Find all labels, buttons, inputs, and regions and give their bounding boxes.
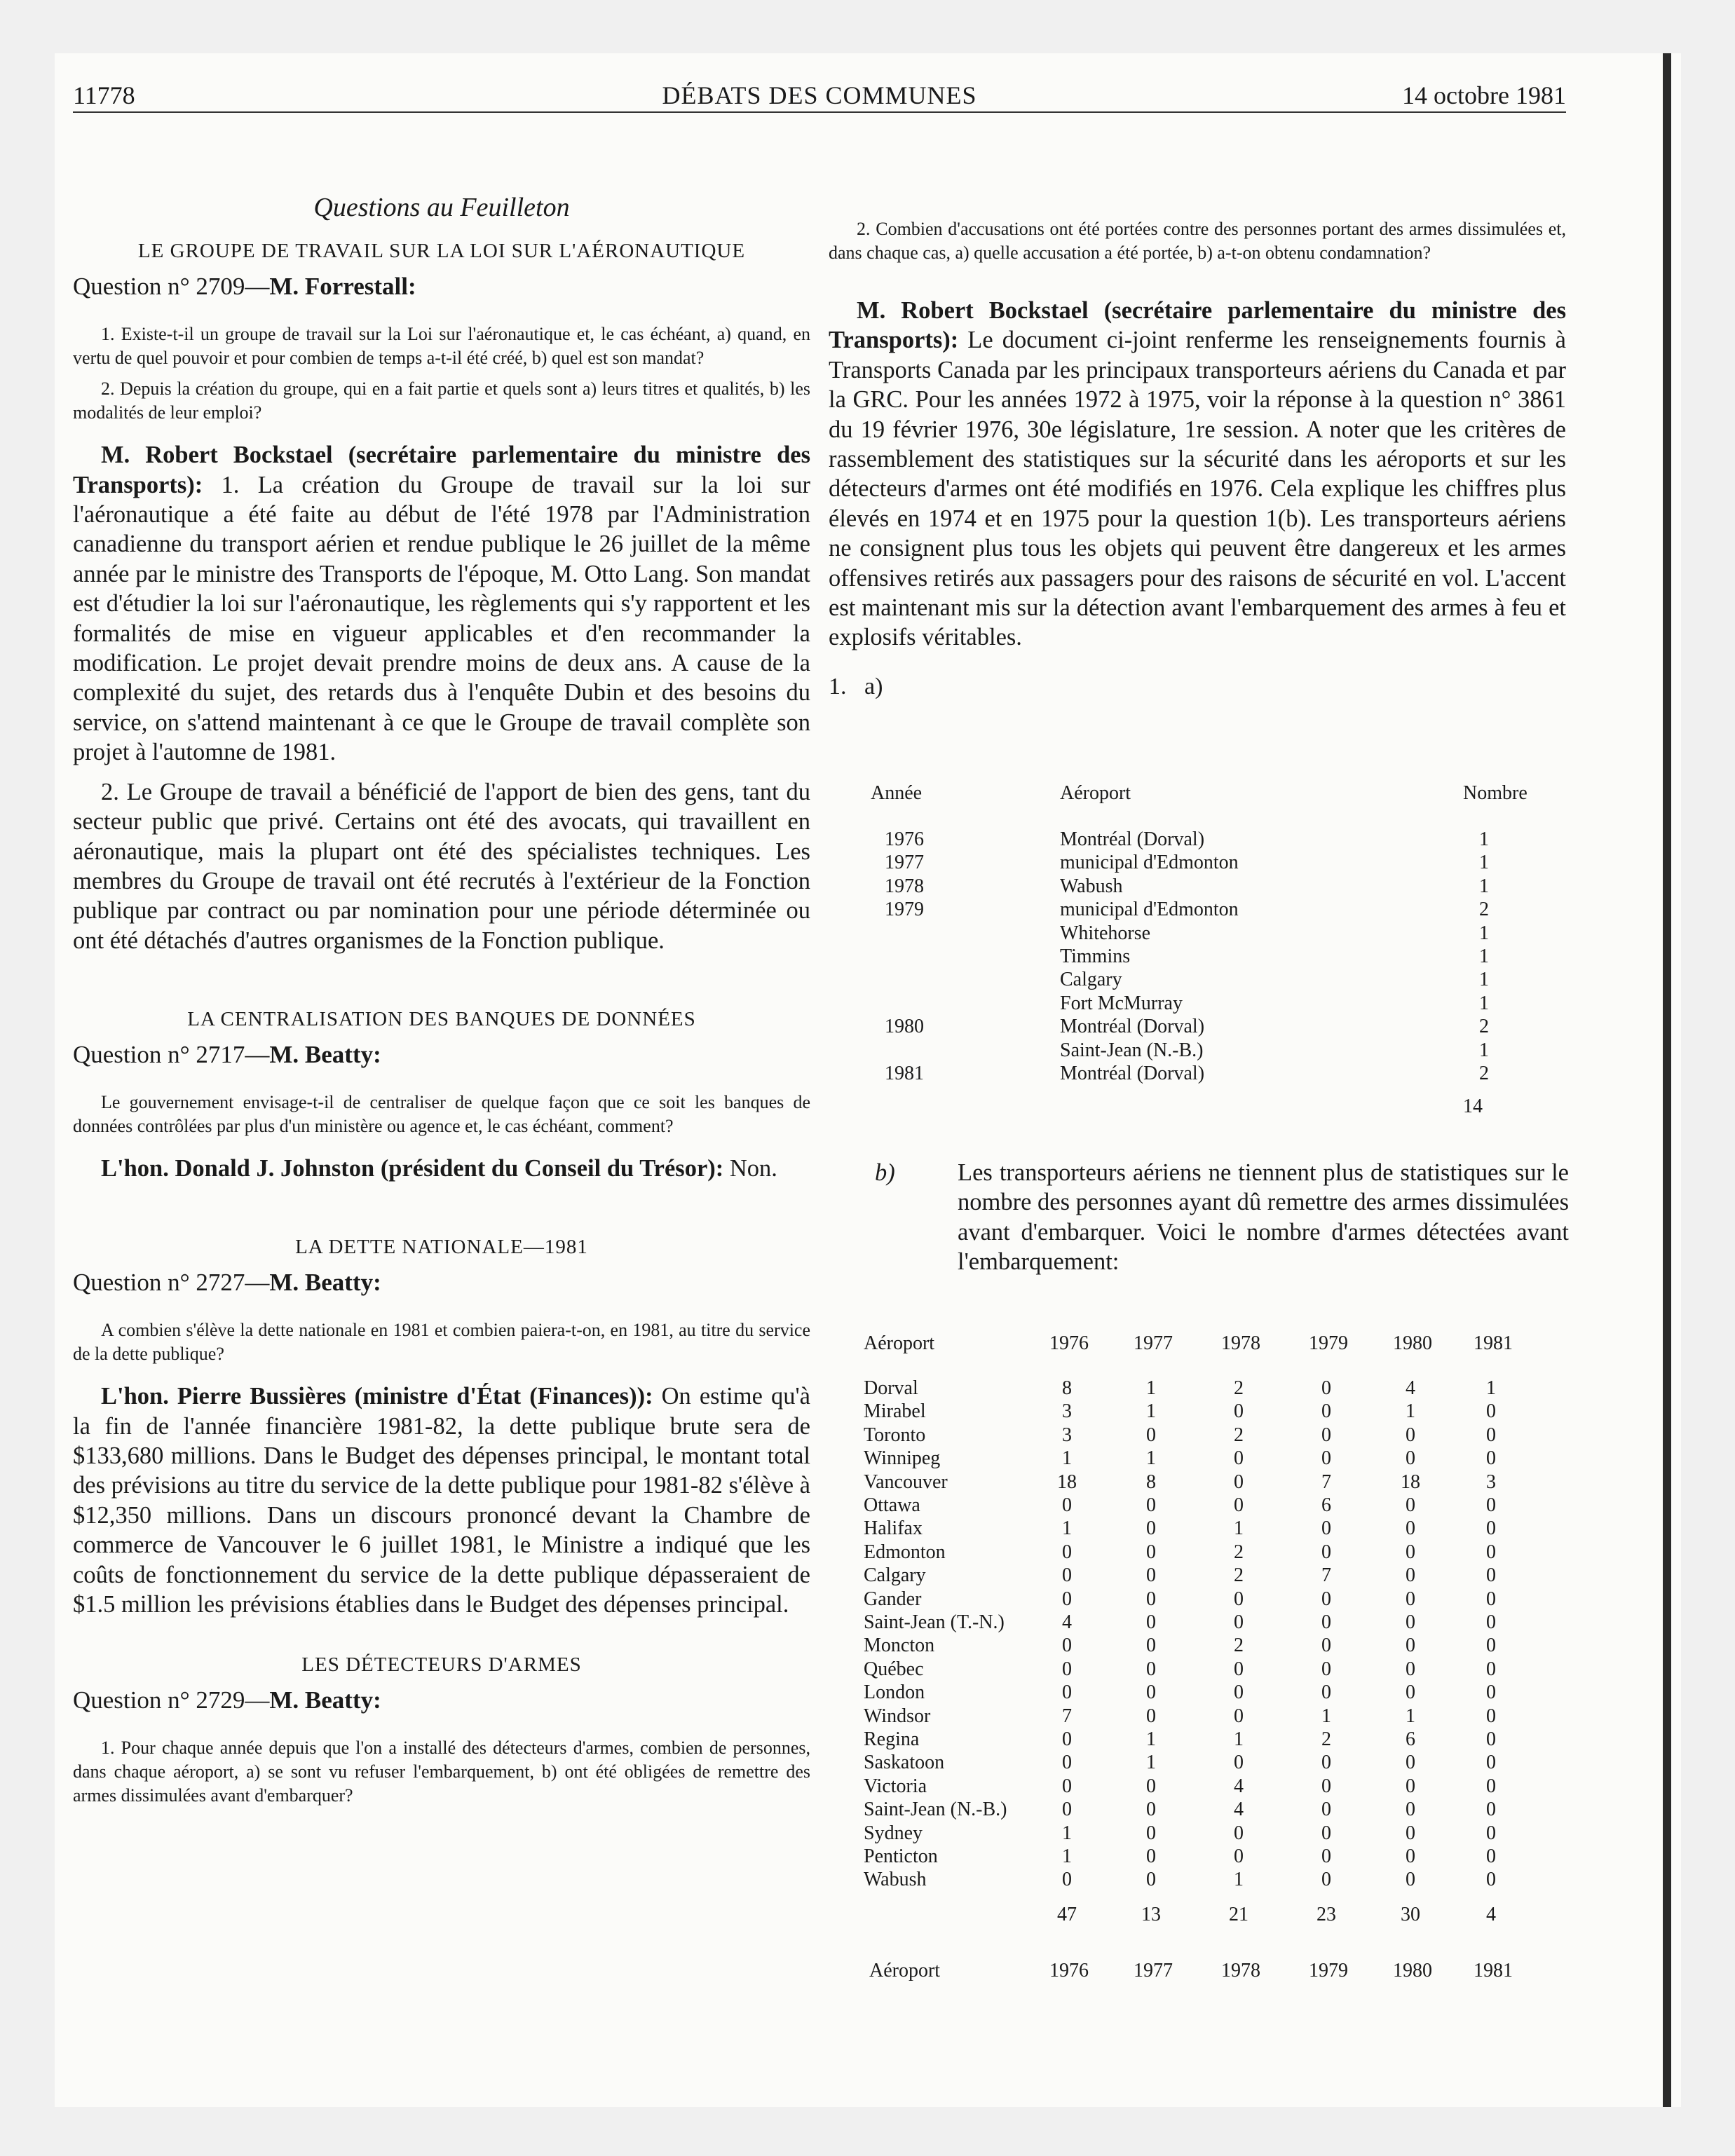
table-b-value-cell: 0 <box>1062 1681 1072 1704</box>
table-b-value-cell: 1 <box>1146 1752 1156 1774</box>
table-b-value-cell: 2 <box>1234 1541 1244 1563</box>
table-b-value-cell: 1 <box>1146 1447 1156 1470</box>
table-b-value-cell: 6 <box>1406 1728 1415 1750</box>
table-b-airport-cell: Toronto <box>864 1424 926 1446</box>
table-b-value-cell: 0 <box>1146 1658 1156 1680</box>
table-b-value-cell: 0 <box>1234 1471 1244 1493</box>
airport-cell: Whitehorse <box>1060 922 1151 944</box>
table-b-value-cell: 2 <box>1234 1635 1244 1657</box>
table-b-value-cell: 0 <box>1321 1799 1331 1821</box>
table-b-value-cell: 0 <box>1406 1845 1415 1867</box>
page-header <box>73 81 1566 113</box>
table-b-value-cell: 0 <box>1486 1705 1496 1727</box>
table-b-airport-cell: Winnipeg <box>864 1447 941 1470</box>
table-b-value-cell: 0 <box>1062 1658 1072 1680</box>
table-b-airport-cell: Québec <box>864 1658 924 1680</box>
count-cell: 2 <box>1479 1063 1489 1084</box>
table-b-value-cell: 0 <box>1234 1681 1244 1704</box>
table-b-footer-year: 1976 <box>1049 1959 1089 1981</box>
table-b-value-cell: 0 <box>1406 1869 1415 1891</box>
table-b-value-cell: 0 <box>1234 1658 1244 1680</box>
table-b-value-cell: 0 <box>1146 1822 1156 1844</box>
table-b-value-cell: 0 <box>1486 1400 1496 1423</box>
table-a-header-airport: Aéroport <box>1060 782 1131 804</box>
table-b-value-cell: 0 <box>1146 1681 1156 1704</box>
airport-cell: Calgary <box>1060 969 1122 991</box>
table-b-value-cell: 0 <box>1406 1681 1415 1704</box>
table-b-value-cell: 0 <box>1321 1517 1331 1540</box>
table-b-value-cell: 0 <box>1321 1635 1331 1657</box>
q2-answer: L'hon. Donald J. Johnston (président du Conseil du Trésor): Non. <box>101 1154 777 1182</box>
table-b-value-cell: 0 <box>1406 1424 1415 1446</box>
table-b-value-cell: 0 <box>1321 1752 1331 1774</box>
q1-heading: LE GROUPE DE TRAVAIL SUR LA LOI SUR L'AÉRONAUTIQUE <box>137 240 746 263</box>
right-column <box>829 217 1566 702</box>
table-b-airport-cell: Saskatoon <box>864 1752 945 1774</box>
table-b-value-cell: 0 <box>1406 1822 1415 1844</box>
table-b-value-cell: 1 <box>1062 1517 1072 1540</box>
q1-item-1: 1. Existe-t-il un groupe de travail sur la Loi sur l'aéronautique et, le cas échéant, a) quand, en vertu de quel pouvoir et pour combien de temps a-t-il été créé, b) quel est son mandat? <box>73 324 810 369</box>
table-b-airport-cell: Regina <box>864 1728 920 1750</box>
table-b-value-cell: 0 <box>1146 1705 1156 1727</box>
count-cell: 1 <box>1479 946 1489 967</box>
table-b-value-cell: 2 <box>1234 1377 1244 1399</box>
table-b-value-cell: 0 <box>1321 1541 1331 1563</box>
table-b-value-cell: 0 <box>1062 1775 1072 1797</box>
table-b-value-cell: 0 <box>1321 1658 1331 1680</box>
airport-cell: Montréal (Dorval) <box>1060 1016 1205 1038</box>
table-b-value-cell: 0 <box>1234 1588 1244 1610</box>
table-b-value-cell: 0 <box>1406 1635 1415 1657</box>
table-b-header-year: 1977 <box>1134 1332 1173 1354</box>
q4-item-2: 2. Combien d'accusations ont été portées contre des personnes portant des armes dissimulées et, dans chaque cas, a) quelle accusation a été portée, b) a-t-on obtenu condamnation? <box>829 219 1566 263</box>
table-b-header-year: 1976 <box>1049 1332 1089 1354</box>
q4-question-line: Question n° 2729—M. Beatty: <box>73 1686 381 1714</box>
table-b-value-cell: 0 <box>1321 1611 1331 1633</box>
table-b-header-year: 1979 <box>1309 1332 1348 1354</box>
q3-answer: L'hon. Pierre Bussières (ministre d'État (Finances)): On estime qu'à la fin de l'année financière 1981-82, la dette publique brute sera de $133,680 millions. Dans le Budget des dépenses principal, le montant total des prévisions au titre du service de la dette publique pour 1981-82 s'élève à $12,350 millions. Dans un discours prononcé devant la Chambre de commerce de Vancouver le 6 juillet 1981, le Ministre a indiqué que les coûts de fonctionnement du service de la dette publique dépasseraient de $1.5 million les prévisions établies dans le Budget des dépenses principal. <box>73 1383 810 1618</box>
table-b-value-cell: 4 <box>1234 1799 1244 1821</box>
airport-cell: Saint-Jean (N.-B.) <box>1060 1039 1204 1061</box>
count-cell: 1 <box>1479 969 1489 991</box>
table-b-value-cell: 7 <box>1321 1564 1331 1587</box>
table-b-airport-cell: Vancouver <box>864 1471 948 1493</box>
table-b-value-cell: 0 <box>1406 1564 1415 1587</box>
q3-heading: LA DETTE NATIONALE—1981 <box>295 1236 588 1259</box>
table-b-value-cell: 1 <box>1146 1728 1156 1750</box>
q1-answer-2: 2. Le Groupe de travail a bénéficié de l'apport de bien des gens, tant du secteur public que privé. Certains ont été des avocats, qui travaillent en aéronautique, mais la plupart ont été des spécialistes techniques. Les membres du Groupe de travail ont été recrutés à l'extérieur de la Fonction publique par contract ou par nomination pour une période déterminée ou ont été détachés d'autres organismes de la Fonction publique. <box>73 778 810 954</box>
table-b-value-cell: 0 <box>1486 1541 1496 1563</box>
count-cell: 1 <box>1479 1039 1489 1061</box>
table-b-airport-cell: Wabush <box>864 1869 927 1891</box>
table-b-value-cell: 1 <box>1146 1377 1156 1399</box>
year-cell: 1979 <box>885 899 924 921</box>
table-b-value-cell: 0 <box>1486 1635 1496 1657</box>
q4-text: 1. Pour chaque année depuis que l'on a installé des détecteurs d'armes, combien de personnes, dans chaque aéroport, a) se sont vu refuser l'embarquement, b) ont été obligées de remettre des armes dissimulées avant d'embarquer? <box>73 1738 810 1806</box>
table-b-value-cell: 18 <box>1401 1471 1420 1493</box>
section-title: Questions au Feuilleton <box>313 193 570 222</box>
table-b-value-cell: 1 <box>1406 1705 1415 1727</box>
table-b-value-cell: 2 <box>1321 1728 1331 1750</box>
table-b-value-cell: 0 <box>1062 1541 1072 1563</box>
table-b-value-cell: 0 <box>1406 1752 1415 1774</box>
table-b-total-cell: 4 <box>1486 1903 1496 1925</box>
table-b-value-cell: 0 <box>1234 1611 1244 1633</box>
table-b-value-cell: 0 <box>1406 1611 1415 1633</box>
part-b-text: Les transporteurs aériens ne tiennent plus de statistiques sur le nombre des personnes ayant dû remettre des armes dissimulées avant d'embarquer. Voici le nombre d'armes détectées avant l'embarquement: <box>958 1159 1569 1276</box>
table-b-value-cell: 0 <box>1486 1494 1496 1516</box>
table-b-value-cell: 0 <box>1062 1564 1072 1587</box>
q3-question-line: Question n° 2727—M. Beatty: <box>73 1268 381 1296</box>
table-b-footer-year: 1979 <box>1309 1959 1348 1981</box>
table-b-value-cell: 0 <box>1146 1635 1156 1657</box>
table-b-value-cell: 1 <box>1146 1400 1156 1423</box>
table-b-airport-cell: Sydney <box>864 1822 923 1844</box>
table-b-value-cell: 0 <box>1146 1588 1156 1610</box>
table-b-value-cell: 0 <box>1406 1517 1415 1540</box>
table-b-value-cell: 1 <box>1321 1705 1331 1727</box>
table-b-value-cell: 0 <box>1486 1564 1496 1587</box>
table-b-value-cell: 0 <box>1321 1447 1331 1470</box>
table-b-airport-cell: Saint-Jean (N.-B.) <box>864 1799 1007 1821</box>
table-b-value-cell: 8 <box>1146 1471 1156 1493</box>
table-b-value-cell: 6 <box>1321 1494 1331 1516</box>
part-b-label: b) <box>875 1159 895 1186</box>
table-b-value-cell: 4 <box>1062 1611 1072 1633</box>
q1-question-line: Question n° 2709—M. Forrestall: <box>73 272 416 300</box>
table-b-value-cell: 0 <box>1321 1681 1331 1704</box>
table-b-value-cell: 1 <box>1062 1447 1072 1470</box>
table-b-value-cell: 7 <box>1321 1471 1331 1493</box>
table-b-value-cell: 0 <box>1486 1517 1496 1540</box>
table-b-value-cell: 0 <box>1486 1588 1496 1610</box>
table-b-footer-year: 1980 <box>1393 1959 1432 1981</box>
table-b-airport-cell: Ottawa <box>864 1494 920 1516</box>
table-a-header-year: Année <box>871 782 923 804</box>
q1-answer: M. Robert Bockstael (secrétaire parlementaire du ministre des Transports): 1. La création du Groupe de travail sur la loi sur l'aéronautique a été faite au début de l'été 1978 par l'Administration canadienne du transport aérien et rendue publique le 26 juillet de la même année par le ministre des Transports de l'époque, M. Otto Lang. Son mandat est d'étudier la loi sur l'aéronautique, les règlements qui s'y rapportent et les formalités de mise en vigueur applicables et d'en recommander la modification. Le projet devait prendre moins de deux ans. A cause de la complexité du sujet, des retards dus à l'enquête Dubin et des besoins du service, on s'attend maintenant à ce que le Groupe de travail complète son projet à l'automne de 1981. <box>73 442 810 766</box>
table-a-header-count: Nombre <box>1463 782 1528 804</box>
table-b-value-cell: 1 <box>1062 1845 1072 1867</box>
airport-cell: Fort McMurray <box>1060 992 1183 1014</box>
table-b-total-cell: 13 <box>1141 1903 1161 1925</box>
table-b-value-cell: 0 <box>1146 1494 1156 1516</box>
q2-heading: LA CENTRALISATION DES BANQUES DE DONNÉES <box>187 1008 696 1031</box>
table-b-value-cell: 0 <box>1406 1799 1415 1821</box>
table-b-value-cell: 1 <box>1486 1377 1496 1399</box>
table-b-value-cell: 0 <box>1234 1845 1244 1867</box>
table-b-value-cell: 1 <box>1234 1517 1244 1540</box>
count-cell: 2 <box>1479 899 1489 921</box>
count-cell: 1 <box>1479 828 1489 850</box>
table-b-footer-year: 1981 <box>1474 1959 1513 1981</box>
year-cell: 1977 <box>885 852 924 874</box>
table-b-value-cell: 0 <box>1146 1845 1156 1867</box>
table-b-value-cell: 4 <box>1406 1377 1415 1399</box>
table-b-value-cell: 0 <box>1486 1775 1496 1797</box>
table-b-value-cell: 0 <box>1062 1588 1072 1610</box>
count-cell: 1 <box>1479 922 1489 944</box>
q3-text: A combien s'élève la dette nationale en 1981 et combien paiera-t-on, en 1981, au titre du service de la dette publique? <box>73 1320 810 1365</box>
table-b-value-cell: 3 <box>1486 1471 1496 1493</box>
table-b-value-cell: 0 <box>1406 1447 1415 1470</box>
table-b-airport-cell: Windsor <box>864 1705 931 1727</box>
table-b-value-cell: 0 <box>1062 1494 1072 1516</box>
table-b-airport-cell: London <box>864 1681 925 1704</box>
year-cell: 1978 <box>885 875 924 897</box>
table-b-value-cell: 1 <box>1234 1869 1244 1891</box>
table-b-value-cell: 0 <box>1146 1869 1156 1891</box>
table-b-value-cell: 0 <box>1062 1635 1072 1657</box>
table-b-value-cell: 0 <box>1234 1705 1244 1727</box>
table-b-value-cell: 0 <box>1486 1611 1496 1633</box>
table-b-total-cell: 30 <box>1401 1903 1420 1925</box>
table-b-value-cell: 0 <box>1486 1799 1496 1821</box>
table-b-value-cell: 0 <box>1486 1845 1496 1867</box>
table-b-value-cell: 0 <box>1321 1822 1331 1844</box>
airport-cell: Montréal (Dorval) <box>1060 1063 1205 1084</box>
table-b-value-cell: 0 <box>1486 1447 1496 1470</box>
table-b-value-cell: 0 <box>1234 1400 1244 1423</box>
table-b-header-year: 1978 <box>1221 1332 1260 1354</box>
table-b-airport-cell: Victoria <box>864 1775 927 1797</box>
table-b-airport-cell: Gander <box>864 1588 922 1610</box>
table-b-value-cell: 1 <box>1062 1822 1072 1844</box>
table-b-value-cell: 0 <box>1321 1775 1331 1797</box>
table-b-value-cell: 0 <box>1062 1728 1072 1750</box>
table-b-airport-cell: Halifax <box>864 1517 923 1540</box>
table-b <box>829 1332 1600 1998</box>
table-b-footer-year: 1977 <box>1134 1959 1173 1981</box>
table-b-value-cell: 0 <box>1234 1494 1244 1516</box>
table-b-value-cell: 0 <box>1146 1517 1156 1540</box>
count-cell: 2 <box>1479 1016 1489 1038</box>
table-b-value-cell: 0 <box>1321 1845 1331 1867</box>
table-b-value-cell: 0 <box>1146 1611 1156 1633</box>
table-b-value-cell: 0 <box>1486 1822 1496 1844</box>
q4-heading: LES DÉTECTEURS D'ARMES <box>301 1653 582 1677</box>
table-b-value-cell: 0 <box>1486 1752 1496 1774</box>
table-b-footer-airport: Aéroport <box>869 1959 941 1981</box>
table-b-value-cell: 0 <box>1146 1424 1156 1446</box>
table-b-value-cell: 1 <box>1234 1728 1244 1750</box>
table-b-value-cell: 7 <box>1062 1705 1072 1727</box>
count-cell: 1 <box>1479 992 1489 1014</box>
table-b-total-cell: 47 <box>1057 1903 1077 1925</box>
table-b-total-cell: 21 <box>1229 1903 1248 1925</box>
table-b-value-cell: 0 <box>1321 1400 1331 1423</box>
table-b-airport-cell: Calgary <box>864 1564 926 1587</box>
table-b-value-cell: 8 <box>1062 1377 1072 1399</box>
table-b-airport-cell: Penticton <box>864 1845 938 1867</box>
table-b-airport-cell: Edmonton <box>864 1541 946 1563</box>
publication-title: DÉBATS DES COMMUNES <box>662 81 977 109</box>
table-b-value-cell: 0 <box>1321 1377 1331 1399</box>
table-b-header-year: 1980 <box>1393 1332 1432 1354</box>
airport-cell: Wabush <box>1060 875 1123 897</box>
table-b-value-cell: 0 <box>1486 1424 1496 1446</box>
table-b-footer-year: 1978 <box>1221 1959 1260 1981</box>
page-number: 11778 <box>73 81 135 109</box>
table-b-value-cell: 3 <box>1062 1424 1072 1446</box>
table-b-value-cell: 0 <box>1062 1752 1072 1774</box>
q4-answer: M. Robert Bockstael (secrétaire parlementaire du ministre des Transports): Le document ci-joint renferme les renseignements fournis à Transports Canada par les principaux transporteurs aériens du Canada et par la GRC. Pour les années 1972 à 1975, voir la réponse à la question n° 3861 du 19 février 1976, 30e législature, 1re session. A noter que les critères de rassemblement des statistiques sur la sécurité dans les aéroports et sur les détecteurs d'armes ont été modifiés en 1976. Cela explique les chiffres plus élevés en 1974 et en 1975 pour la question 1(b). Les transporteurs aériens ne consignent plus tous les objets qui peuvent être dangereux et les armes offensives retirés aux passagers pour des raisons de sécurité en vol. L'accent est maintenant mis sur la détection avant l'embarquement des armes à feu et explosifs véritables. <box>829 297 1566 651</box>
table-b-value-cell: 0 <box>1486 1658 1496 1680</box>
table-b-value-cell: 3 <box>1062 1400 1072 1423</box>
table-b-header-airport: Aéroport <box>864 1332 935 1354</box>
table-b-header-year: 1981 <box>1474 1332 1513 1354</box>
table-b-value-cell: 0 <box>1321 1424 1331 1446</box>
table-b-value-cell: 0 <box>1146 1564 1156 1587</box>
table-b-value-cell: 2 <box>1234 1564 1244 1587</box>
year-cell: 1981 <box>885 1063 924 1084</box>
year-cell: 1976 <box>885 828 924 850</box>
table-b-airport-cell: Moncton <box>864 1635 935 1657</box>
table-a <box>829 782 1530 1146</box>
table-b-value-cell: 0 <box>1321 1869 1331 1891</box>
q2-question-line: Question n° 2717—M. Beatty: <box>73 1040 381 1068</box>
table-b-value-cell: 0 <box>1146 1541 1156 1563</box>
table-b-value-cell: 0 <box>1146 1799 1156 1821</box>
q1-item-2: 2. Depuis la création du groupe, qui en a fait partie et quels sont a) leurs titres et qualités, b) les modalités de leur emploi? <box>73 378 810 423</box>
table-b-value-cell: 0 <box>1321 1588 1331 1610</box>
table-b-airport-cell: Dorval <box>864 1377 918 1399</box>
table-b-value-cell: 0 <box>1062 1869 1072 1891</box>
table-b-value-cell: 0 <box>1406 1775 1415 1797</box>
table-b-value-cell: 0 <box>1486 1869 1496 1891</box>
airport-cell: Montréal (Dorval) <box>1060 828 1205 850</box>
table-b-value-cell: 18 <box>1057 1471 1077 1493</box>
page-edge <box>1663 53 1671 2107</box>
count-cell: 1 <box>1479 852 1489 874</box>
airport-cell: Timmins <box>1060 946 1131 967</box>
publication-date: 14 octobre 1981 <box>1402 81 1566 109</box>
table-b-value-cell: 0 <box>1062 1799 1072 1821</box>
table-b-value-cell: 0 <box>1234 1752 1244 1774</box>
table-b-value-cell: 1 <box>1406 1400 1415 1423</box>
table-b-value-cell: 0 <box>1406 1588 1415 1610</box>
table-b-value-cell: 0 <box>1234 1447 1244 1470</box>
year-cell: 1980 <box>885 1016 924 1038</box>
table-a-total: 14 <box>1463 1096 1483 1118</box>
table-b-value-cell: 0 <box>1406 1541 1415 1563</box>
part-b <box>875 1158 1569 1277</box>
table-b-value-cell: 4 <box>1234 1775 1244 1797</box>
table-b-airport-cell: Mirabel <box>864 1400 926 1423</box>
table-b-value-cell: 2 <box>1234 1424 1244 1446</box>
table-b-total-cell: 23 <box>1316 1903 1336 1925</box>
airport-cell: municipal d'Edmonton <box>1060 852 1239 874</box>
airport-cell: municipal d'Edmonton <box>1060 899 1239 921</box>
table-b-value-cell: 0 <box>1486 1681 1496 1704</box>
q2-text: Le gouvernement envisage-t-il de centraliser de quelque façon que ce soit les banques de données contrôlées par plus d'un ministère ou agence et, le cas échéant, comment? <box>73 1091 810 1136</box>
table-b-value-cell: 0 <box>1146 1775 1156 1797</box>
table-b-airport-cell: Saint-Jean (T.-N.) <box>864 1611 1005 1633</box>
table-b-value-cell: 0 <box>1406 1658 1415 1680</box>
left-column <box>73 137 810 1815</box>
table-b-value-cell: 0 <box>1406 1494 1415 1516</box>
part-a-label: 1. a) <box>829 673 883 700</box>
table-b-value-cell: 0 <box>1486 1728 1496 1750</box>
count-cell: 1 <box>1479 875 1489 897</box>
table-b-value-cell: 0 <box>1234 1822 1244 1844</box>
